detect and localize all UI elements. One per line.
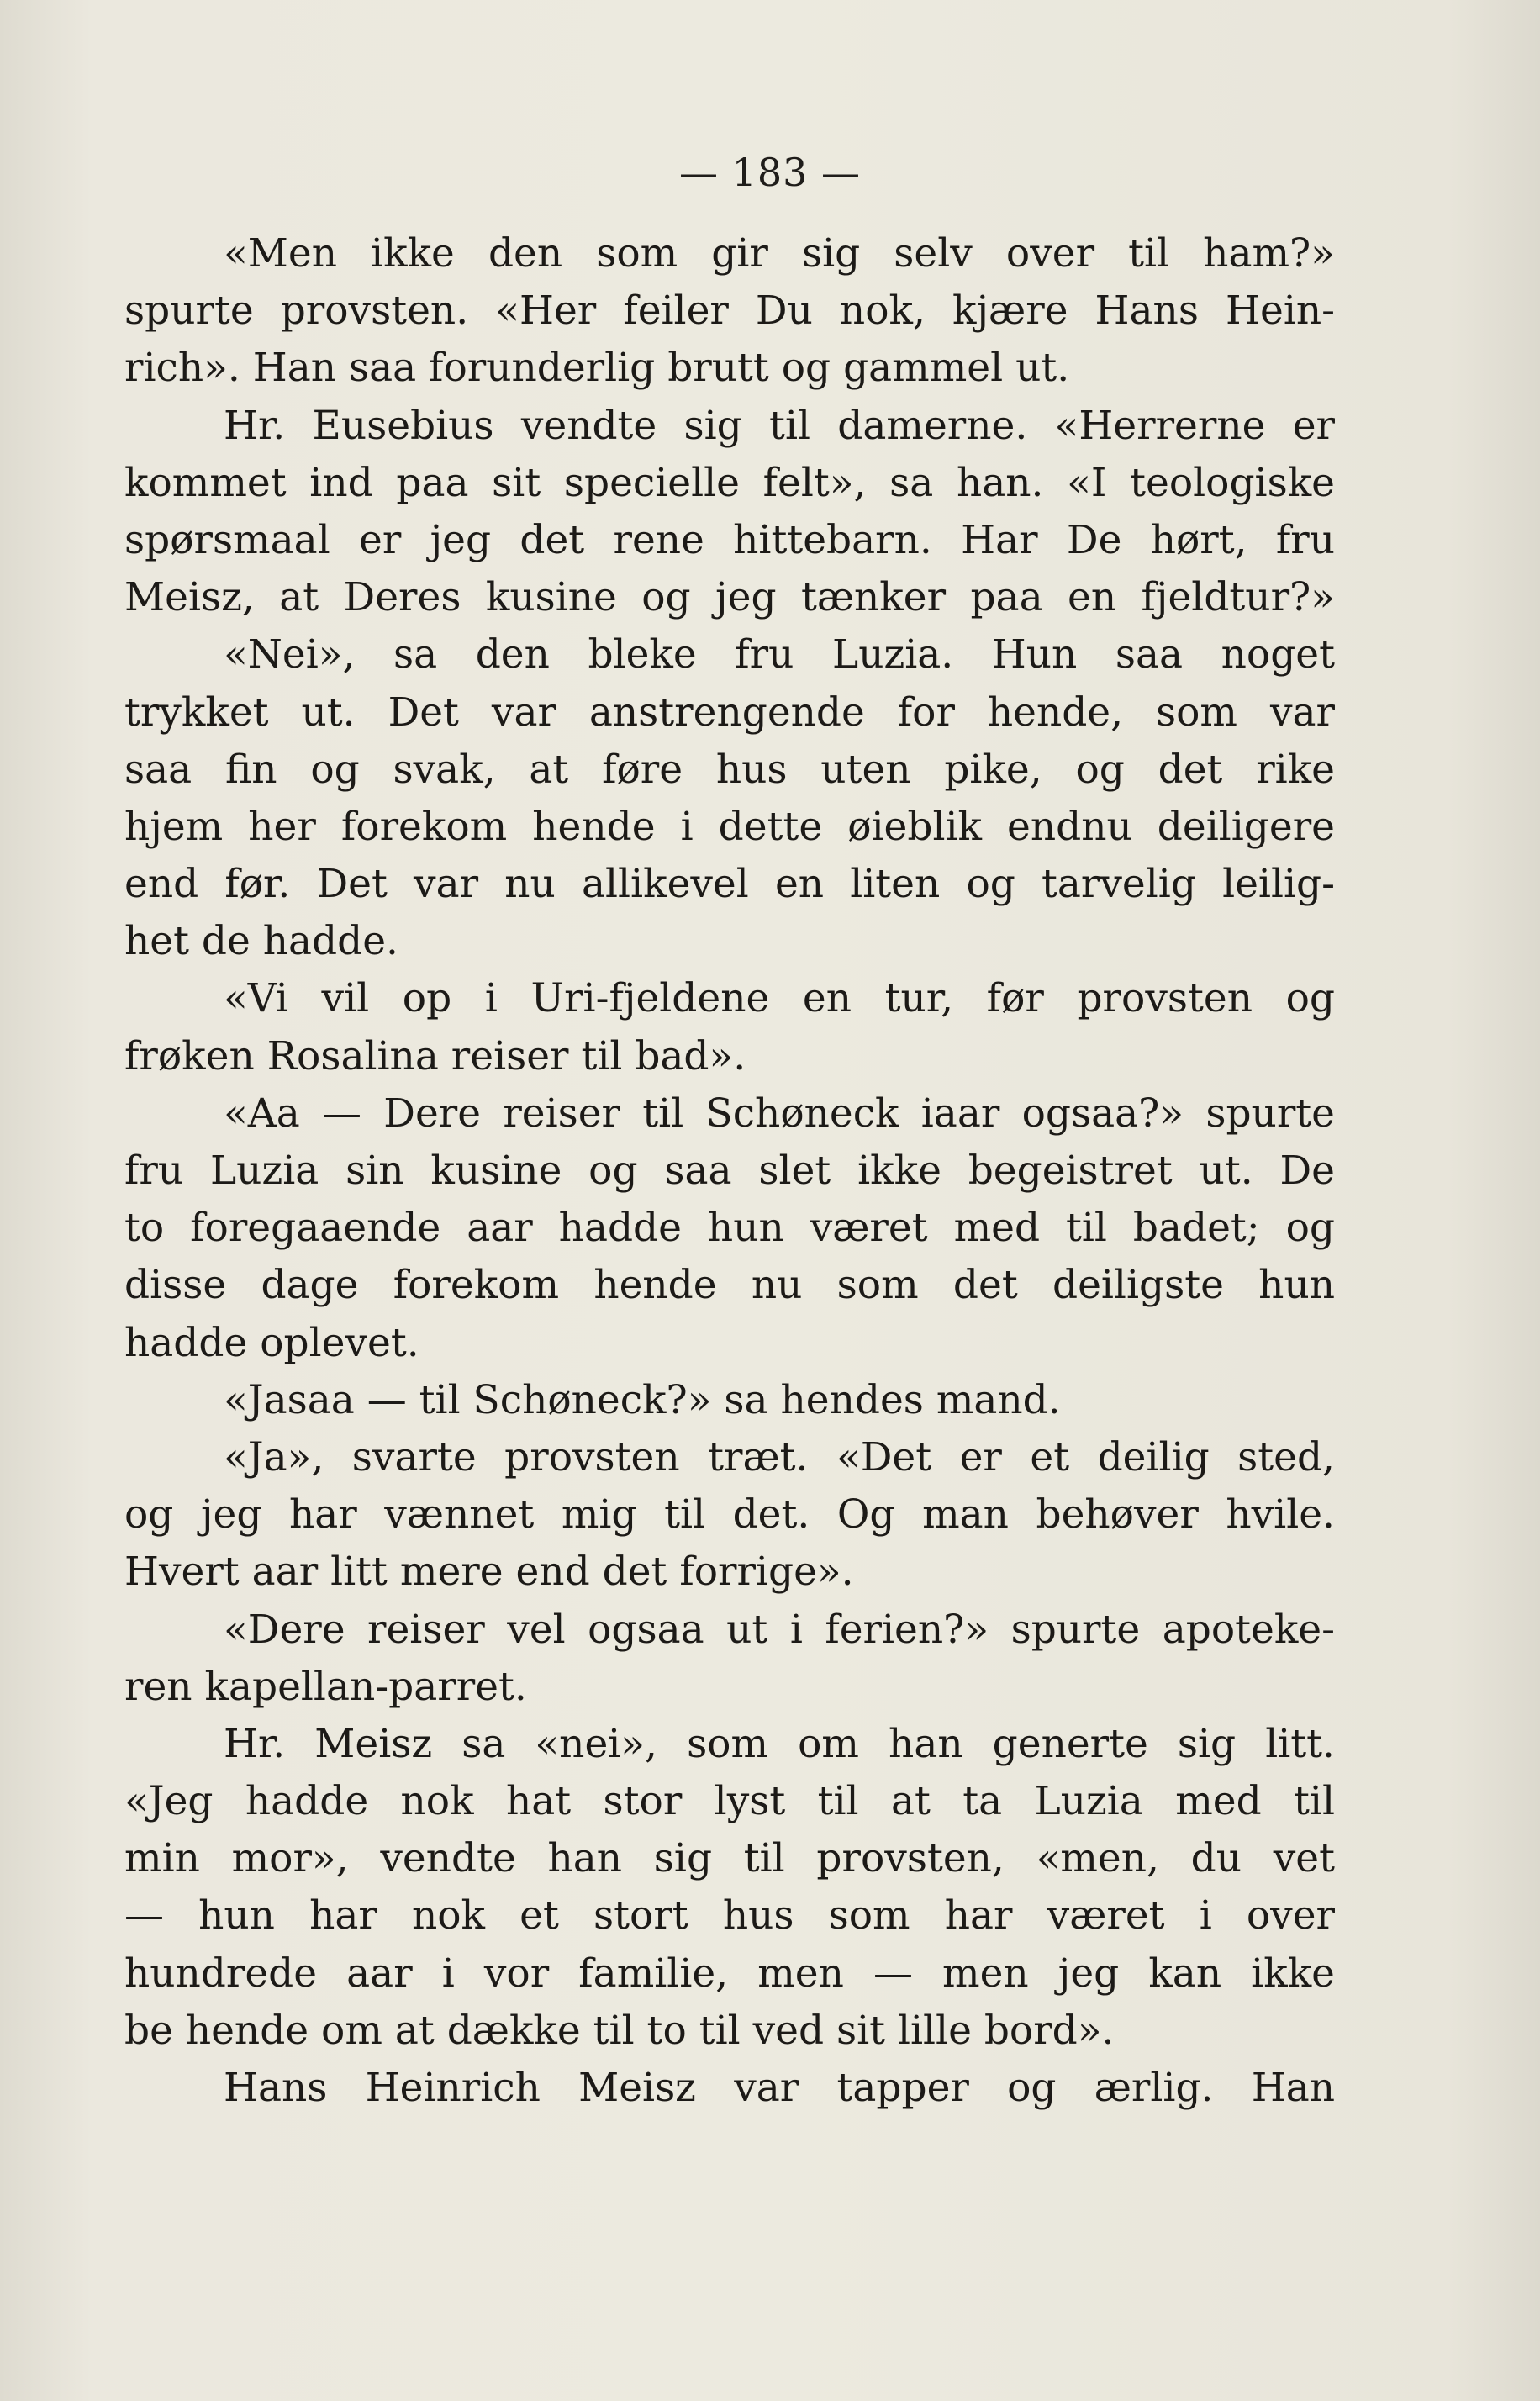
text-line: «Ja», svarte provsten træt. «Det er et deilig sted, [224, 1433, 1335, 1480]
text-line: Hans Heinrich Meisz var tapper og ærlig. Han [224, 2065, 1335, 2111]
text-line: saa fin og svak, at føre hus uten pike, og det rike [124, 746, 1335, 793]
text-line: Hr. Eusebius vendte sig til damerne. «Herrerne er [224, 402, 1335, 449]
text-line: fru Luzia sin kusine og saa slet ikke begeistret ut. De [124, 1148, 1335, 1194]
text-line: og jeg har vænnet mig til det. Og man behøver hvile. [124, 1491, 1335, 1538]
text-line: kommet ind paa sit specielle felt», sa han. «I teologiske [124, 459, 1335, 506]
text-line: Hvert aar litt mere end det forrige». [124, 1549, 854, 1596]
text-line: disse dage forekom hende nu som det deiligste hun [124, 1262, 1335, 1309]
text-line: to foregaaende aar hadde hun været med til badet; og [124, 1205, 1335, 1252]
text-line: het de hadde. [124, 918, 398, 965]
page-number: — 183 — [678, 150, 862, 195]
text-line: spurte provsten. «Her feiler Du nok, kjære Hans Hein- [124, 288, 1335, 335]
text-line: min mor», vendte han sig til provsten, «men, du vet [124, 1835, 1335, 1882]
text-line: be hende om at dække til to til ved sit lille bord». [124, 2007, 1115, 2054]
text-line: «Dere reiser vel ogsaa ut i ferien?» spurte apoteke- [224, 1606, 1335, 1653]
text-line: «Jeg hadde nok hat stor lyst til at ta Luzia med til [124, 1778, 1335, 1825]
text-line: hjem her forekom hende i dette øieblik endnu deiligere [124, 803, 1335, 850]
text-line: hadde oplevet. [124, 1319, 419, 1366]
text-line: «Vi vil op i Uri-fjeldene en tur, før provsten og [224, 975, 1335, 1022]
text-line: trykket ut. Det var anstrengende for hende, som var [124, 689, 1335, 736]
text-line: frøken Rosalina reiser til bad». [124, 1032, 746, 1079]
text-line: Meisz, at Deres kusine og jeg tænker paa en fjeldtur?» [124, 574, 1335, 621]
text-line: rich». Han saa forunderlig brutt og gammel ut. [124, 345, 1070, 392]
text-line: — hun har nok et stort hus som har været i over [124, 1892, 1335, 1939]
text-line: ren kapellan-parret. [124, 1663, 527, 1710]
text-line: «Aa — Dere reiser til Schøneck iaar ogsaa?» spurte [224, 1090, 1335, 1137]
text-line: Hr. Meisz sa «nei», som om han generte sig litt. [224, 1720, 1335, 1767]
text-line: hundrede aar i vor familie, men — men jeg kan ikke [124, 1950, 1335, 1997]
text-line: «Jasaa — til Schøneck?» sa hendes mand. [224, 1376, 1061, 1423]
text-line: end før. Det var nu allikevel en liten og tarvelig leilig- [124, 861, 1335, 908]
text-line: «Men ikke den som gir sig selv over til ham?» [224, 230, 1335, 277]
text-line: «Nei», sa den bleke fru Luzia. Hun saa noget [224, 631, 1335, 678]
body-text [124, 225, 1335, 2117]
text-line: spørsmaal er jeg det rene hittebarn. Har De hørt, fru [124, 516, 1335, 563]
